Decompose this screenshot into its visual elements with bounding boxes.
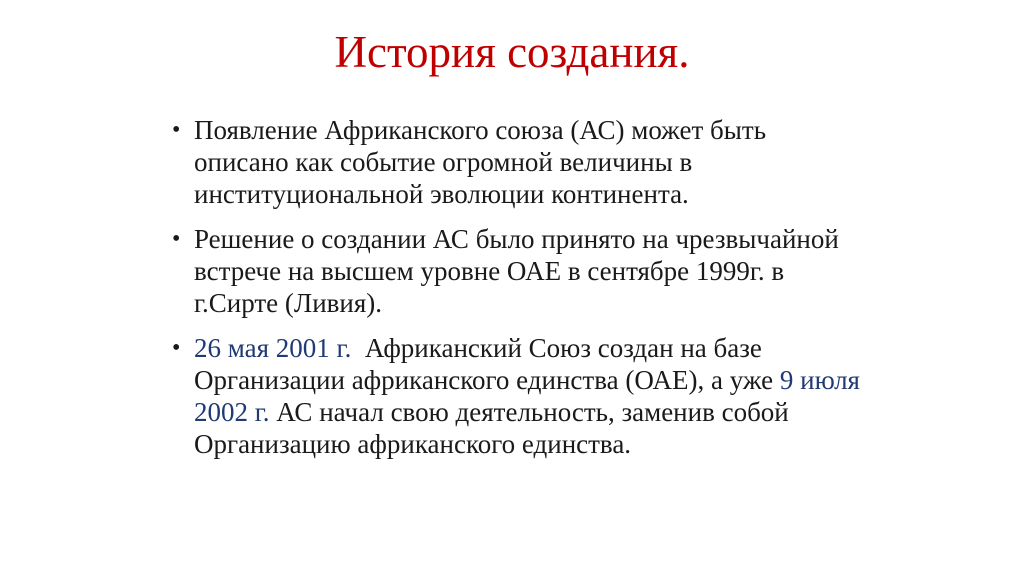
bullet-marker: • bbox=[172, 226, 181, 252]
date-highlight: 26 мая 2001 г. bbox=[194, 333, 352, 363]
bullet-text: Появление Африканского союза (АС) может быть описано как событие огромной величины в институциональной эволюции континента. bbox=[194, 115, 767, 209]
bullet-text: АС начал свою деятельность, заменив собой Организацию африканского единства. bbox=[194, 397, 789, 459]
bullet-text: Африканский Союз создан на базе Организации африканского единства (ОАЕ), а уже bbox=[194, 333, 780, 395]
slide-title: История создания. bbox=[334, 27, 690, 77]
bullet-item-1 bbox=[172, 114, 862, 210]
bullet-marker: • bbox=[172, 335, 181, 361]
bullet-marker: • bbox=[172, 117, 181, 143]
bullet-item-2 bbox=[172, 223, 862, 319]
bullet-list bbox=[172, 114, 862, 473]
date-highlight: 9 июля 2002 г. bbox=[194, 365, 860, 427]
bullet-text: Решение о создании АС было принято на чрезвычайной встрече на высшем уровне ОАЕ в сентябре 1999г. в г.Сирте (Ливия). bbox=[194, 224, 839, 318]
bullet-item-3 bbox=[172, 332, 862, 460]
